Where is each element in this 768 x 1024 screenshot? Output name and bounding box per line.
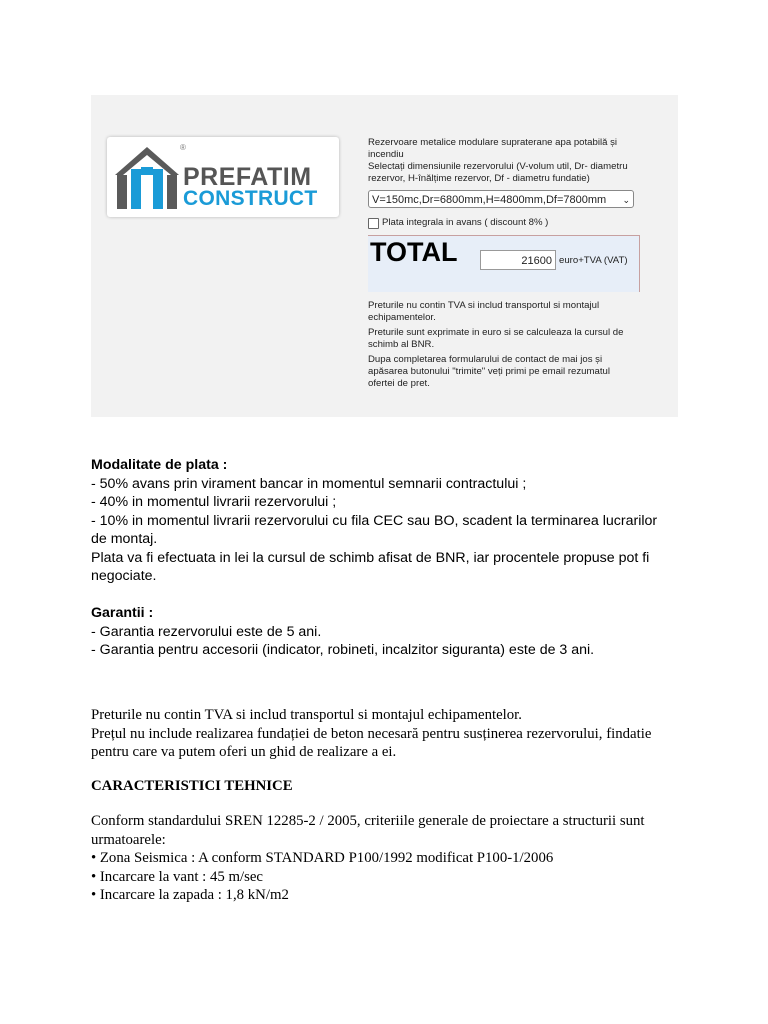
price-note-line: pentru care va putem oferi un ghid de realizare a ei.	[91, 744, 397, 760]
total-unit: euro+TVA (VAT)	[559, 255, 628, 266]
logo-word-prefatim: PREFATIM	[183, 163, 312, 191]
registered-mark: ®	[180, 143, 186, 152]
tank-size-select[interactable]	[368, 190, 634, 208]
tech-line: • Incarcare la zapada : 1,8 kN/m2	[91, 887, 289, 903]
tech-line: • Incarcare la vant : 45 m/sec	[91, 868, 263, 885]
payment-line: Plata va fi efectuata in lei la cursul de schimb afisat de BNR, iar procentele propuse pot fi	[91, 549, 650, 566]
total-label: TOTAL	[370, 237, 458, 267]
note-line: ofertei de pret.	[368, 378, 430, 389]
note-line: apăsarea butonului "trimite" veți primi pe email rezumatul	[368, 366, 610, 377]
payment-section	[91, 456, 681, 586]
price-note-section	[91, 706, 691, 762]
payment-line: - 50% avans prin virament bancar in momentul semnarii contractului ;	[91, 475, 527, 492]
chevron-down-icon: ⌄	[620, 191, 630, 208]
house-logo-icon	[113, 145, 183, 211]
payment-line: de montaj.	[91, 531, 158, 547]
warranty-line: - Garantia pentru accesorii (indicator, robineti, incalzitor siguranta) este de 3 ani.	[91, 642, 595, 658]
payment-line: - 40% in momentul livrarii rezervorului ;	[91, 494, 337, 510]
tank-size-select-value: V=150mc,Dr=6800mm,H=4800mm,Df=7800mm	[372, 194, 607, 206]
advance-payment-label: Plata integrala in avans ( discount 8% )	[382, 217, 549, 228]
intro-line: rezervor, H-înălțime rezervor, Df - diametru fundatie)	[368, 173, 590, 184]
advance-payment-row	[368, 217, 678, 229]
quote-form	[368, 137, 678, 393]
total-value-field[interactable]: 21600	[480, 250, 556, 270]
price-note-line: Preturile nu contin TVA si includ transportul si montajul echipamentelor.	[91, 707, 522, 723]
intro-line: incendiu	[368, 149, 404, 160]
warranty-heading: Garantii :	[91, 605, 154, 621]
note-line: echipamentelor.	[368, 312, 436, 323]
prefatim-logo	[107, 137, 339, 217]
note-line: Preturile sunt exprimate in euro si se calculeaza la cursul de	[368, 327, 624, 338]
price-note-line: Prețul nu include realizarea fundației de beton necesară pentru susținerea rezervorului, findatie	[91, 725, 652, 742]
tech-line: urmatoarele:	[91, 831, 166, 848]
note-line: schimb al BNR.	[368, 339, 435, 350]
tech-section	[91, 812, 691, 905]
note-line: Dupa completarea formularului de contact de mai jos și	[368, 354, 603, 365]
embedded-quote-screenshot	[91, 95, 678, 417]
payment-line: - 10% in momentul livrarii rezervorului cu fila CEC sau BO, scadent la terminarea lucrarilor	[91, 512, 658, 529]
total-panel	[368, 235, 640, 292]
tech-line: • Zona Seismica : A conform STANDARD P100/1992 modificat P100-1/2006	[91, 850, 554, 866]
intro-line: Rezervoare metalice modulare supraterane apa potabilă și	[368, 137, 618, 148]
warranty-section	[91, 604, 681, 660]
form-intro	[368, 137, 678, 185]
tech-heading	[91, 777, 691, 796]
logo-word-construct: CONSTRUCT	[183, 187, 318, 210]
warranty-line: - Garantia rezervorului este de 5 ani.	[91, 623, 322, 640]
tech-heading-text: CARACTERISTICI TEHNICE	[91, 778, 293, 794]
note-line: Preturile nu contin TVA si includ transportul si montajul	[368, 300, 600, 311]
advance-payment-checkbox[interactable]	[368, 218, 379, 229]
tech-line: Conform standardului SREN 12285-2 / 2005, criteriile generale de proiectare a structurii sunt	[91, 813, 645, 829]
form-notes	[368, 300, 678, 390]
payment-heading: Modalitate de plata :	[91, 457, 228, 473]
intro-line: Selectați dimensiunile rezervorului (V-volum util, Dr- diametru	[368, 161, 628, 172]
payment-line: negociate.	[91, 568, 157, 584]
